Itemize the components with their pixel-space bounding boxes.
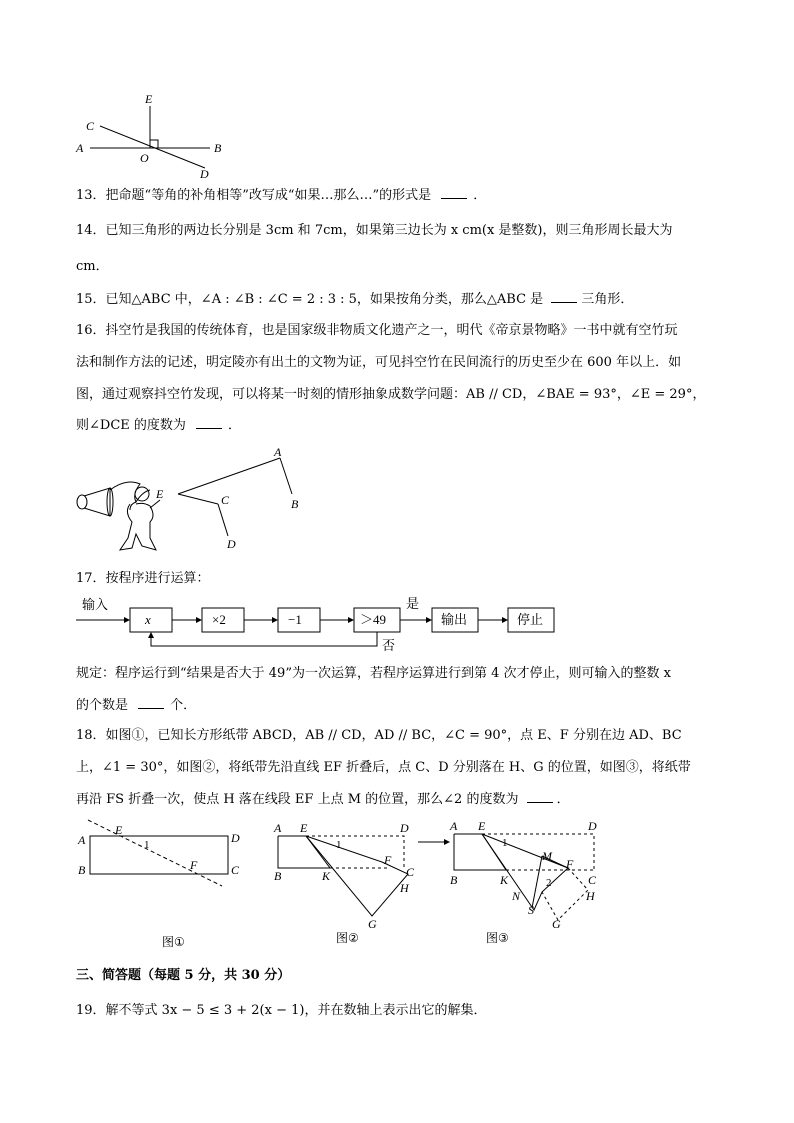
figure-1 [72,818,252,950]
f3-label-s: S [528,903,534,917]
loop-back-arrow [151,632,377,646]
q13-text: 13．把命题“等角的补角相等”改写成“如果…那么…”的形式是 [76,188,432,203]
line-cd [218,504,228,536]
q13-blank[interactable] [441,186,467,199]
q16-blank[interactable] [196,416,222,429]
kongzhu-figure [70,442,320,558]
q17-blank[interactable] [138,696,164,709]
section-3-title: 三、简答题（每题 5 分，共 30 分） [76,968,291,983]
q17-text: 的个数是 [76,698,129,713]
label-a: A [76,141,84,155]
question-19: 19．解不等式 3x − 5 ≤ 3 + 2(x − 1)，并在数轴上表示出它的解集． [76,1003,487,1018]
top-angle-figure [70,88,240,180]
f3-label-a: A [450,819,458,833]
f2-label-a: A [274,821,282,835]
label-b: B [214,141,222,155]
f2-label-h: H [400,881,409,895]
f1-label-d: D [231,831,240,845]
question-18-line-2: 上，∠1 = 30°，如图②，将纸带先沿直线 EF 折叠后，点 C、D 分别落在 H、G 的位置，如图③，将纸带 [76,760,691,775]
q18-end: ． [556,792,570,807]
q16-end: ． [228,418,242,433]
line-ec [178,494,218,504]
question-17-line-2 [76,696,196,715]
f3-label-c: C [588,873,597,887]
label-e: E [156,487,164,501]
f3-label-g: G [552,917,561,931]
q17-end: 个． [170,698,197,713]
label-d: D [227,537,236,551]
f2-label-e: E [300,821,308,835]
f3-label-k: K [500,873,509,887]
f2-label-k: K [322,869,331,883]
f3-label-n: N [512,889,521,903]
f2-label-b: B [274,869,282,883]
question-15 [76,290,633,309]
f2-caption: 图② [336,931,359,945]
question-18-line-1: 18．如图①，已知长方形纸带 ABCD，AB // CD，AD // BC，∠C = 90°，点 E、F 分别在边 AD、BC [76,728,682,743]
flowchart [72,592,572,654]
f1-label-f: F [190,858,198,872]
box-minus1-text: −1 [288,612,302,627]
label-a: A [274,445,282,459]
label-d: D [200,167,209,180]
figure-2 [270,818,420,950]
f3-label-m: M [542,849,552,863]
f3-label-f: F [566,857,574,871]
box-stop-text: 停止 [517,612,544,627]
figure-3 [446,816,616,948]
f2-label-1: 1 [336,839,342,851]
question-16-line-1: 16．抖空竹是我国的传统体育，也是国家级非物质文化遗产之一，明代《帝京景物略》一书中就有空竹玩 [76,323,678,338]
f2-label-g: G [368,917,377,931]
f3-label-1: 1 [502,837,508,849]
f2-label-f: F [384,853,392,867]
f3-caption: 图③ [486,931,509,945]
flow-input-label: 输入 [82,597,109,612]
question-17-line-1: 规定：程序运行到“结果是否大于 49”为一次运算，若程序运算进行到第 4 次才停止，则可输入的整数 x [76,666,671,681]
flow-no-label: 否 [382,638,396,653]
label-o: O [140,151,149,165]
question-16-line-4 [76,416,241,435]
f3-label-e: E [478,819,486,833]
q14-unit: cm． [76,259,109,274]
f3-label-2: 2 [546,877,552,889]
label-b: B [291,497,299,511]
f1-label-b: B [78,863,86,877]
question-13 [76,186,486,205]
f1-caption: 图① [162,935,185,949]
diabolo-player-illustration [77,482,160,550]
flow-yes-label: 是 [406,596,420,611]
f1-label-c: C [231,863,240,877]
line-ab [280,458,292,494]
question-17-title: 17．按程序进行运算： [76,571,210,586]
question-16-line-3: 图，通过观察抖空竹发现，可以将某一时刻的情形抽象成数学问题：AB // CD，∠BAE = 93°，∠E = 29°， [76,387,706,402]
q18-blank[interactable] [527,790,553,803]
f1-label-a: A [78,833,86,847]
question-14-line-2 [76,258,109,276]
f2-label-d: D [400,821,409,835]
q13-end: ． [473,188,487,203]
box-x-text: x [145,612,151,627]
box-output-text: 输出 [441,612,468,627]
box-gt49-text: ＞49 [360,612,387,627]
question-18-line-3 [76,790,570,809]
label-c: C [221,493,230,507]
label-e: E [145,92,153,106]
q15-end: 三角形． [581,292,634,307]
box-times2-text: ×2 [212,612,226,627]
f3-label-d: D [588,819,597,833]
f3-label-b: B [450,873,458,887]
q15-blank[interactable] [551,290,577,303]
f1-label-1: 1 [144,839,150,851]
q18-text: 再沿 FS 折叠一次，使点 H 落在线段 EF 上点 M 的位置，那么∠2 的度数为 [76,792,519,807]
f2-label-c: C [406,865,415,879]
box-x [130,608,172,632]
question-16-line-2: 法和制作方法的记述，明定陵亦有出土的文物为证，可见抖空竹在民间流行的历史至少在 600 年以上．如 [76,355,682,370]
f3-label-h: H [586,889,595,903]
line-ea [178,458,280,494]
q15-text: 15．已知△ABC 中，∠A : ∠B : ∠C = 2 : 3 : 5，如果按角分类，那么△ABC 是 [76,292,544,307]
label-c: C [86,119,95,133]
f1-label-e: E [115,823,123,837]
question-14-line-1: 14．已知三角形的两边长分别是 3cm 和 7cm，如果第三边长为 x cm(x 是整数)，则三角形周长最大为 [76,223,673,238]
line-cd [100,126,205,168]
q16-text: 则∠DCE 的度数为 [76,418,186,433]
